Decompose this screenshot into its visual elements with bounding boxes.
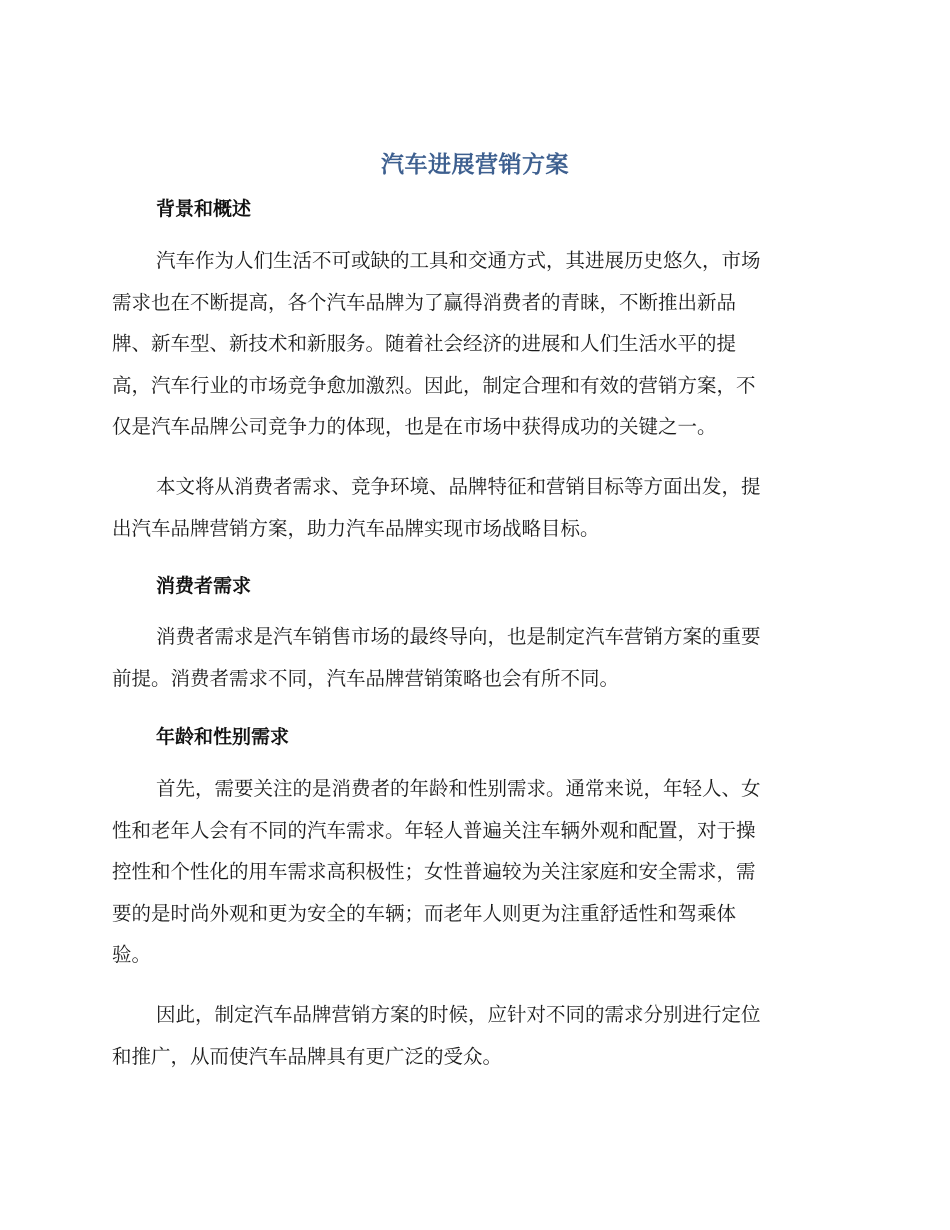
paragraph-line: 和推广，从而使汽车品牌具有更广泛的受众。	[112, 1044, 503, 1068]
paragraph-line: 验。	[112, 943, 152, 967]
paragraph-line: 性和老年人会有不同的汽车需求。年轻人普遍关注车辆外观和配置，对于操	[112, 818, 756, 842]
paragraph-line: 汽车作为人们生活不可或缺的工具和交通方式，其进展历史悠久，市场	[156, 249, 761, 272]
paragraph-line: 控性和个性化的用车需求高积极性；女性普遍较为关注家庭和安全需求，需	[112, 860, 756, 884]
paragraph-line: 出汽车品牌营销方案，助力汽车品牌实现市场战略目标。	[112, 516, 600, 540]
paragraph-line: 需求也在不断提高，各个汽车品牌为了赢得消费者的青睐，不断推出新品	[112, 290, 737, 314]
paragraph-background-1	[112, 240, 830, 448]
paragraph-age-gender-1	[112, 768, 830, 976]
paragraph-line: 牌、新车型、新技术和新服务。随着社会经济的进展和人们生活水平的提	[112, 332, 737, 356]
paragraph-line: 本文将从消费者需求、竞争环境、品牌特征和营销目标等方面出发，提	[156, 475, 761, 498]
paragraph-line: 要的是时尚外观和更为安全的车辆；而老年人则更为注重舒适性和驾乘体	[112, 901, 737, 925]
paragraph-line: 仅是汽车品牌公司竞争力的体现，也是在市场中获得成功的关键之一。	[112, 415, 717, 439]
paragraph-line: 消费者需求是汽车销售市场的最终导向，也是制定汽车营销方案的重要	[156, 625, 761, 648]
paragraph-line: 因此，制定汽车品牌营销方案的时候，应针对不同的需求分别进行定位	[156, 1003, 761, 1026]
paragraph-line: 高，汽车行业的市场竞争愈加激烈。因此，制定合理和有效的营销方案，不	[112, 373, 756, 397]
paragraph-background-2	[112, 466, 830, 549]
document-title: 汽车进展营销方案	[381, 152, 569, 178]
section-heading-consumer-needs: 消费者需求	[156, 575, 252, 597]
section-heading-background: 背景和概述	[156, 198, 252, 220]
paragraph-consumer-needs	[112, 616, 830, 699]
paragraph-line: 首先，需要关注的是消费者的年龄和性别需求。通常来说，年轻人、女	[156, 777, 761, 800]
section-heading-age-gender: 年龄和性别需求	[156, 726, 290, 748]
paragraph-age-gender-2	[112, 994, 830, 1077]
paragraph-line: 前提。消费者需求不同，汽车品牌营销策略也会有所不同。	[112, 666, 620, 690]
